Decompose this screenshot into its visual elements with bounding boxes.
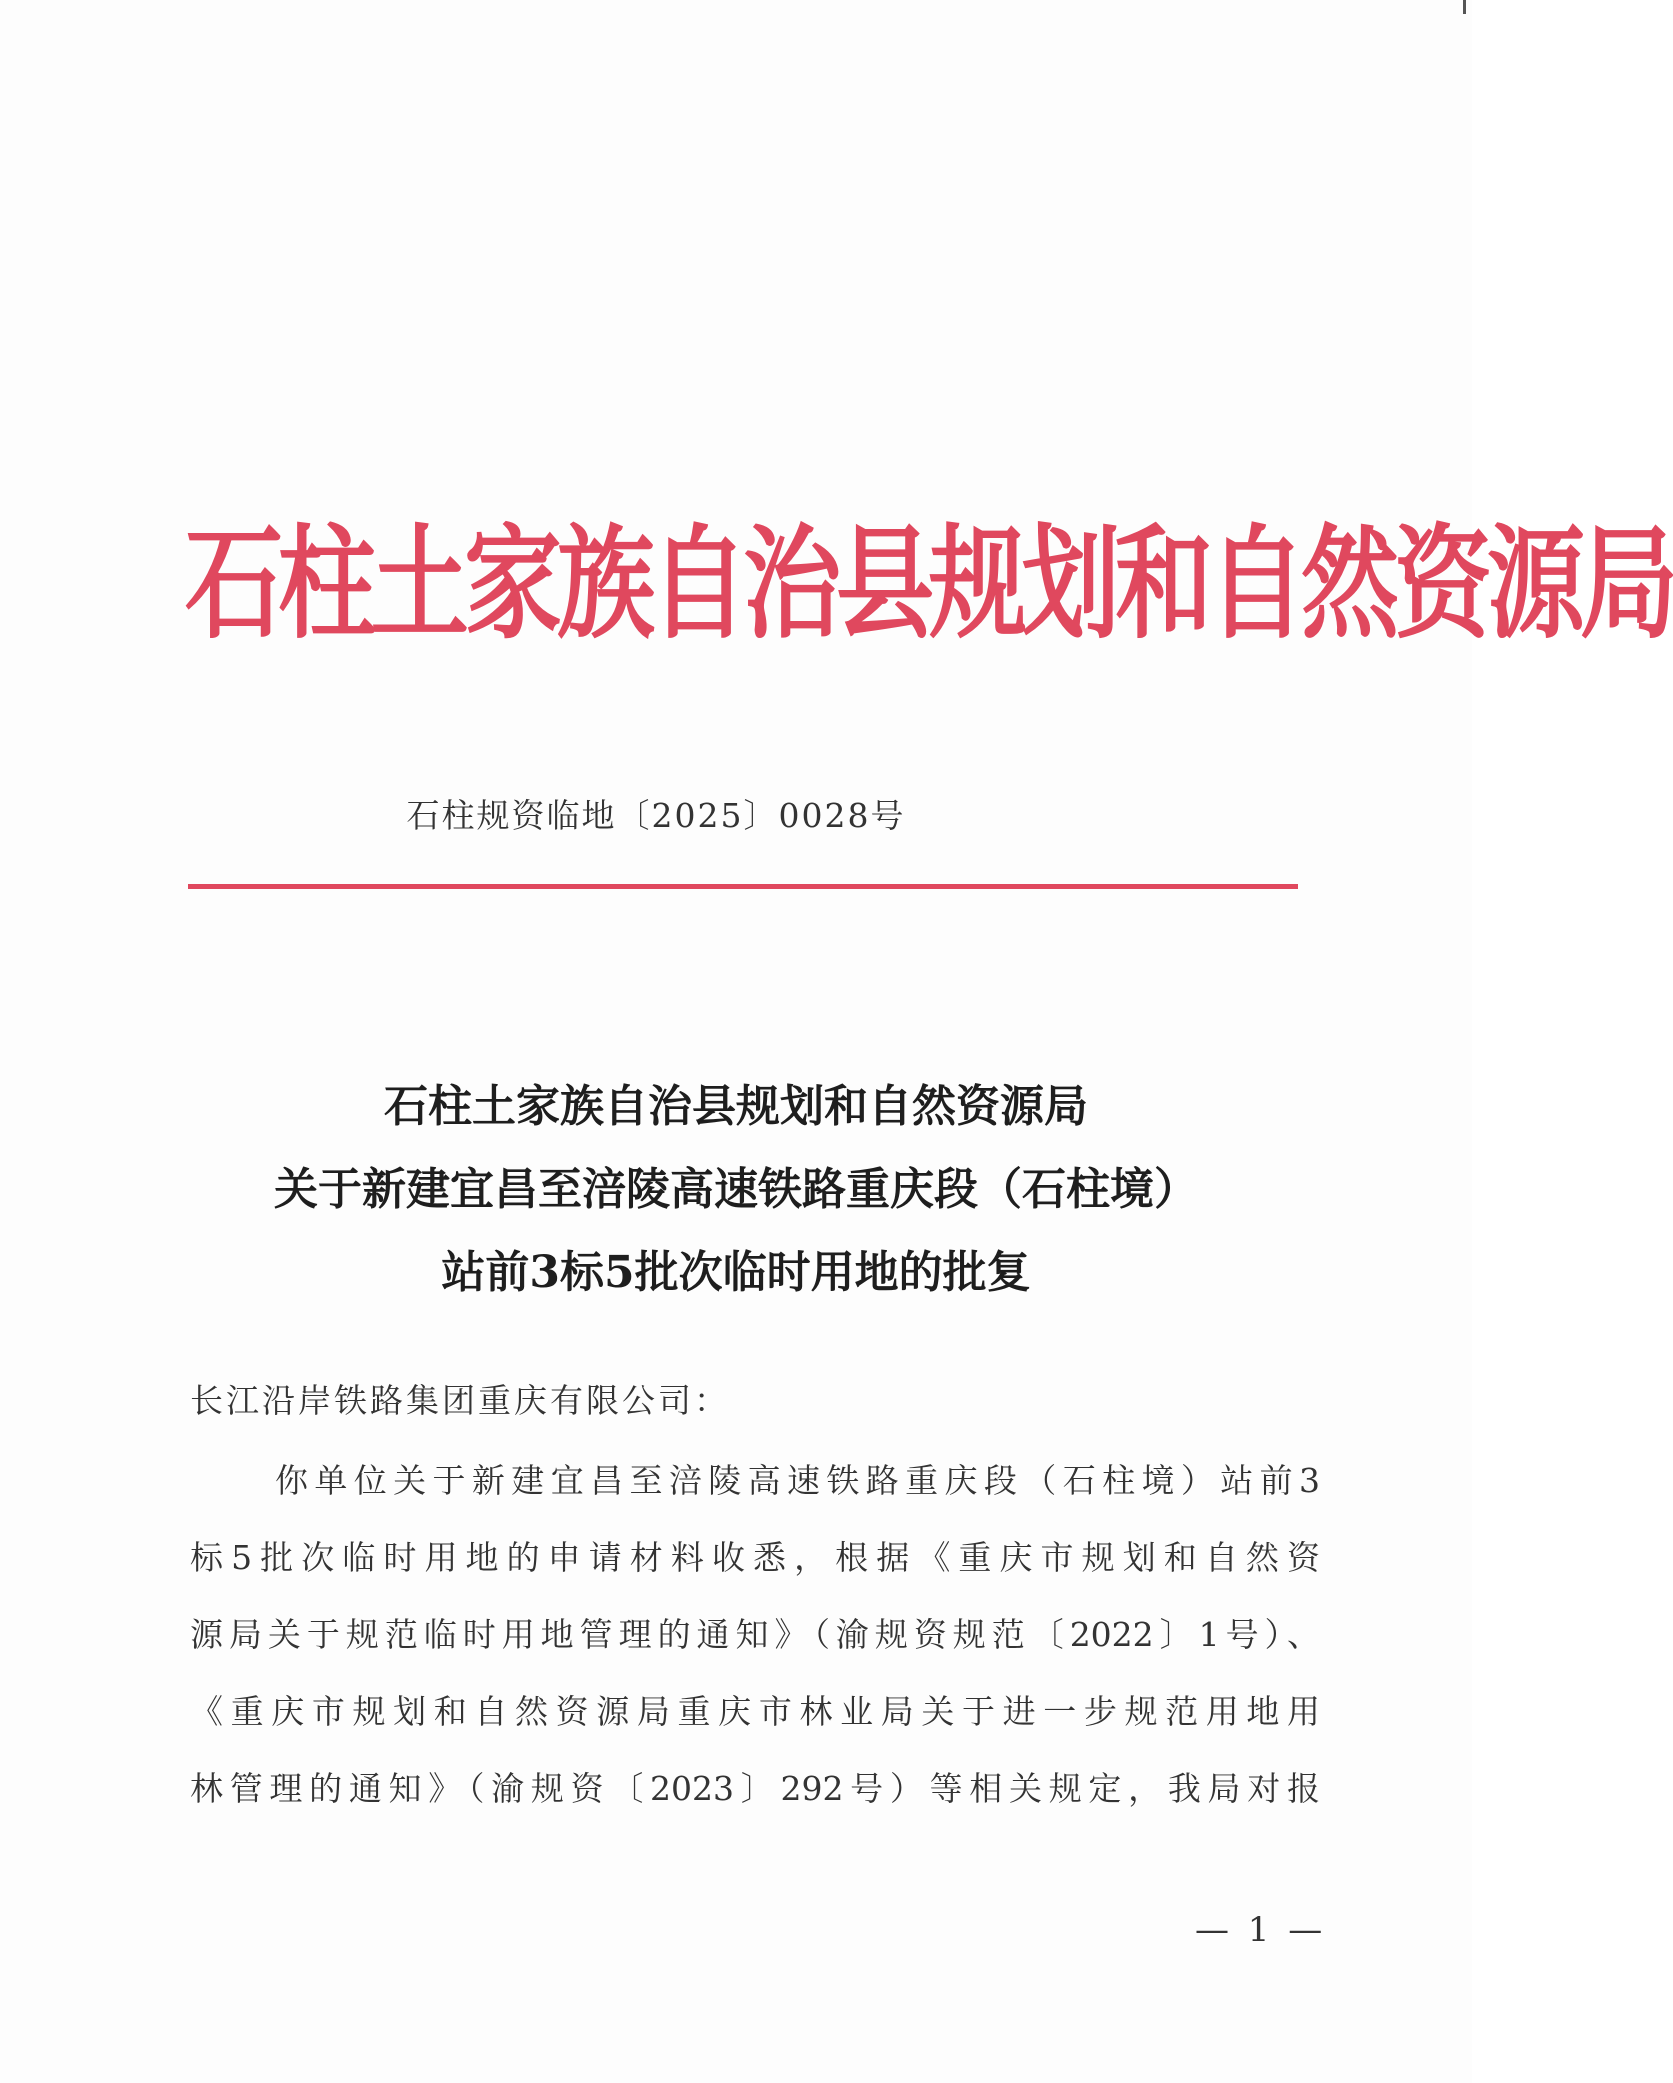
document-number: 石柱规资临地〔2025〕0028号 bbox=[406, 796, 906, 835]
salutation: 长江沿岸铁路集团重庆有限公司： bbox=[190, 1381, 730, 1420]
body-line-4: 《重庆市规划和自然资源局重庆市林业局关于进一步规范用地用 bbox=[190, 1692, 1320, 1731]
page-number: — 1 — bbox=[1195, 1910, 1327, 1950]
body-line-5: 林管理的通知》（渝规资〔2023〕292号）等相关规定，我局对报 bbox=[190, 1769, 1320, 1808]
scan-edge-mark bbox=[1463, 0, 1466, 14]
red-separator-rule bbox=[188, 884, 1298, 889]
body-line-1: 你单位关于新建宜昌至涪陵高速铁路重庆段（石柱境）站前3 bbox=[275, 1461, 1320, 1500]
title-line-3: 站前3标5批次临时用地的批复 bbox=[441, 1247, 1031, 1298]
body-line-3: 源局关于规范临时用地管理的通知》（渝规资规范〔2022〕1号）、 bbox=[190, 1615, 1320, 1654]
title-line-1: 石柱土家族自治县规划和自然资源局 bbox=[384, 1081, 1088, 1132]
issuer-red-header: 石柱土家族自治县规划和自然资源局 bbox=[185, 513, 1673, 657]
body-line-2: 标5批次临时用地的申请材料收悉，根据《重庆市规划和自然资 bbox=[190, 1538, 1320, 1577]
document-title bbox=[0, 1065, 1472, 1314]
title-line-2: 关于新建宜昌至涪陵高速铁路重庆段（石柱境） bbox=[274, 1164, 1198, 1215]
